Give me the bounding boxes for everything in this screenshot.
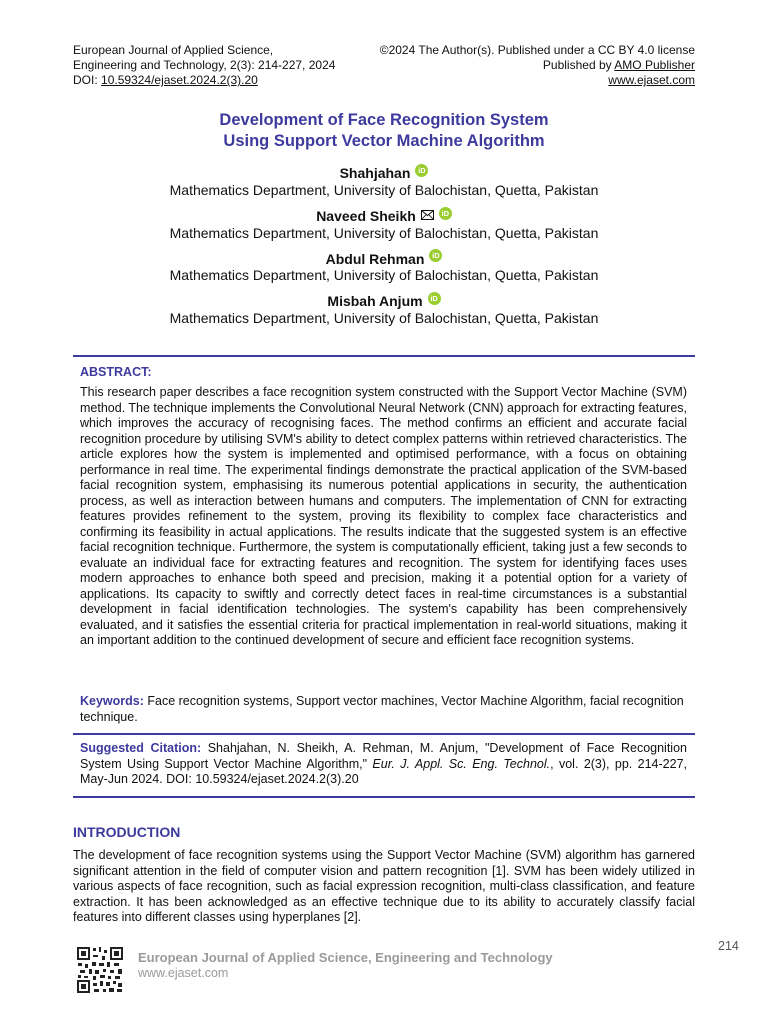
author-block xyxy=(0,207,768,242)
orcid-icon[interactable]: iD xyxy=(439,207,452,220)
abstract-label: ABSTRACT: xyxy=(80,365,152,379)
publisher-line: Published by AMO Publisher xyxy=(542,58,695,72)
keywords xyxy=(80,694,687,725)
divider xyxy=(73,796,695,798)
author-name: Shahjahan xyxy=(339,164,411,181)
page-number: 214 xyxy=(718,939,739,953)
author-block xyxy=(0,250,768,285)
orcid-icon[interactable]: iD xyxy=(429,249,442,262)
footer-website[interactable]: www.ejaset.com xyxy=(138,966,229,980)
author-name: Naveed Sheikh xyxy=(316,207,416,224)
keywords-text: Face recognition systems, Support vector machines, Vector Machine Algorithm, facial recognition technique. xyxy=(80,694,684,724)
suggested-citation: Suggested Citation: Shahjahan, N. Sheikh, A. Rehman, M. Anjum, "Development of Face Recognition System Using Support Vector Machine Algorithm," Eur. J. Appl. Sc. Eng. Technol., vol. 2(3), pp. 214-227, May-Jun 2024. DOI: 10.59324/ejaset.2024.2(3).20 xyxy=(80,741,688,786)
citation-label: Suggested Citation: xyxy=(80,741,202,755)
divider xyxy=(73,355,695,357)
author-affiliation: Mathematics Department, University of Balochistan, Quetta, Pakistan xyxy=(169,310,599,327)
doi-link[interactable]: 10.59324/ejaset.2024.2(3).20 xyxy=(101,73,258,87)
introduction-text: The development of face recognition systems using the Support Vector Machine (SVM) algorithm has garnered significant attention in the field of computer vision and pattern recognition [1]. SVM has been widely utilized in various aspects of face recognition, such as facial expression recognition, multi-class classification, and feature extraction. It has been acknowledged as an effective technique due to its ability to accurately classify facial features into different classes using hyperplanes [2]. xyxy=(73,848,695,924)
divider xyxy=(73,733,695,735)
qr-code-icon[interactable] xyxy=(76,946,124,994)
author-block xyxy=(0,292,768,327)
author-affiliation: Mathematics Department, University of Balochistan, Quetta, Pakistan xyxy=(169,181,599,198)
envelope-icon[interactable] xyxy=(421,210,434,220)
title-line-2: Using Support Vector Machine Algorithm xyxy=(223,132,545,150)
author-list xyxy=(0,164,768,335)
license-statement: ©2024 The Author(s). Published under a CC BY 4.0 license xyxy=(379,43,695,57)
citation-journal: Eur. J. Appl. Sc. Eng. Technol. xyxy=(372,756,551,771)
doi-line: DOI: 10.59324/ejaset.2024.2(3).20 xyxy=(73,73,258,87)
journal-citation-line2: Engineering and Technology, 2(3): 214-227, 2024 xyxy=(73,58,336,72)
publisher-link[interactable]: AMO Publisher xyxy=(614,58,695,72)
title-line-1: Development of Face Recognition System xyxy=(219,111,549,129)
author-block xyxy=(0,164,768,199)
website-link[interactable]: www.ejaset.com xyxy=(608,73,695,87)
author-affiliation: Mathematics Department, University of Balochistan, Quetta, Pakistan xyxy=(169,267,599,284)
journal-citation-line1: European Journal of Applied Science, xyxy=(73,43,274,57)
author-affiliation: Mathematics Department, University of Balochistan, Quetta, Pakistan xyxy=(169,224,599,241)
author-name: Abdul Rehman xyxy=(325,250,425,267)
footer-journal-name: European Journal of Applied Science, Engineering and Technology xyxy=(138,950,553,965)
author-name: Misbah Anjum xyxy=(327,293,423,310)
orcid-icon[interactable]: iD xyxy=(428,292,441,305)
orcid-icon[interactable]: iD xyxy=(415,164,428,177)
paper-title xyxy=(0,110,768,152)
running-header xyxy=(73,43,695,88)
section-heading: INTRODUCTION xyxy=(73,824,181,840)
keywords-label: Keywords: xyxy=(80,694,144,708)
abstract-text: This research paper describes a face recognition system constructed with the Support Vector Machine (SVM) method. The technique implements the Convolutional Neural Network (CNN) approach for extracting features, which improves the accuracy of recognising faces. The method confirms an efficient and accurate facial recognition procedure by utilising SVM's ability to detect complex patterns within retrieved characteristics. The article explores how the system is implemented and optimised performance, with a focus on obtaining performance in real time. The experimental findings demonstrate the practical application of the SVM-based facial recognition system, emphasising its numerous potential applications in security, the authentication process, as well as interaction between humans and computers. The implementation of CNN for extracting features provides refinement to the system, proving its flexibility to complex face characteristics and confirming its feasibility in actual applications. The results indicate that the suggested system is an effective facial recognition technique. Furthermore, the system is computationally efficient, taking just a few seconds to evaluate an individual face for extracting features and recognition. The system for identifying faces uses modern approaches to enhance both speed and precision, making it a potential option for a variety of applications. Its capacity to swiftly and correctly detect faces in real-time circumstances is a substantial development in facial identification technologies. The system's capability has been comprehensively evaluated, and it satisfies the essential criteria for practical implementation in real-world situations, making it an important addition to the continued development of secure and efficient face recognition systems. xyxy=(80,385,688,647)
